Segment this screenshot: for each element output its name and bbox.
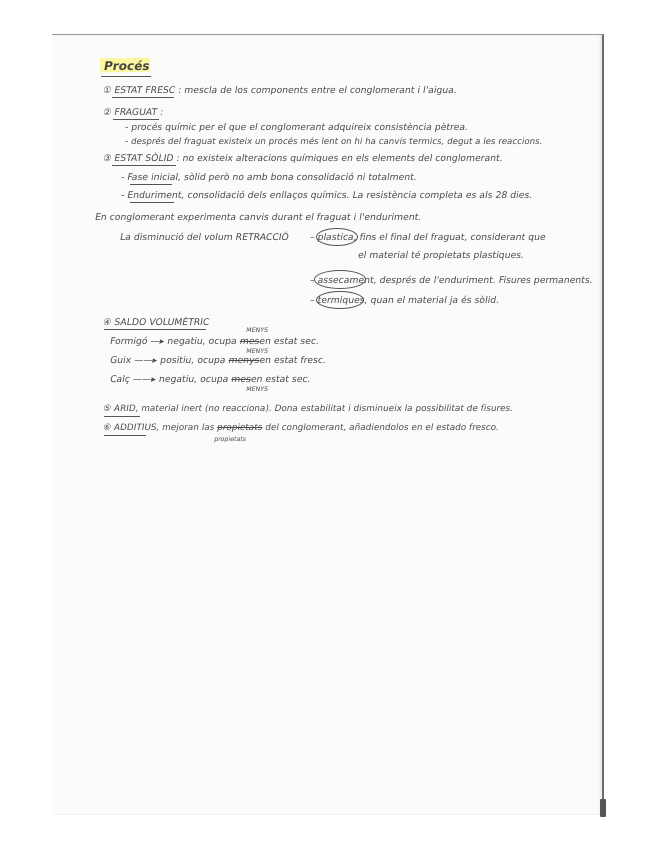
correction-note: MENYS xyxy=(245,386,269,393)
item-term: Enduriment xyxy=(126,190,183,201)
retraccio-type: – assecament, després de l'enduriment. Fisures permanents. xyxy=(309,275,594,286)
additius-line: ⑥ ADDITIUS, mejoran las propietats del conglomerant, añadiendolos en el estado fresco. xyxy=(102,423,500,433)
item-term: Fase inicial xyxy=(126,172,180,183)
retraccio-type: – termiques, quan el material ja és sòlid. xyxy=(309,295,501,306)
estat-solid-underline xyxy=(112,165,176,166)
item-underline xyxy=(130,202,174,203)
struck-word: menys xyxy=(227,355,261,366)
additius-underline xyxy=(104,435,146,436)
type-text: , quan el material ja és sòlid. xyxy=(363,295,501,306)
fraguat-item: - després del fraguat existeix un procés més lent on hi ha canvis termics, degut a les reaccions. xyxy=(124,137,544,147)
saldo-heading xyxy=(102,318,210,327)
section-label: ADDITIUS xyxy=(112,423,158,433)
struck-word: propietats xyxy=(216,423,264,433)
section-text: , material inert (no reacciona). Dona estabilitat i disminueix la possibilitat de fisures. xyxy=(134,404,514,414)
material: Guix xyxy=(109,355,133,366)
saldo-underline xyxy=(104,329,206,330)
section-marker: ⑥ xyxy=(102,423,112,433)
retraccio-term: RETRACCIÓ xyxy=(234,232,290,243)
saldo-row: Formigó —▸ negatiu, ocupa mesen estat sec. xyxy=(109,336,320,347)
material: Calç xyxy=(109,374,131,385)
arid-line xyxy=(102,405,513,414)
result: negatiu xyxy=(166,336,204,347)
page-title: Procés xyxy=(102,59,151,73)
estat-solid-item: - Enduriment, consolidació dels enllaços químics. La resistència completa es als 28 dies. xyxy=(120,190,534,201)
section-marker: ③ xyxy=(102,153,113,164)
section-label: FRAGUAT : xyxy=(113,107,165,118)
saldo-row: Calç ——▸ negatiu, ocupa mesen estat sec. xyxy=(109,374,312,385)
section-text: : mescla de los components entre el conglomerant i l'aigua. xyxy=(177,85,458,96)
correction-note: MENYS xyxy=(245,348,269,355)
circle-mark xyxy=(314,270,366,289)
correction-note: propietats xyxy=(213,436,247,443)
item-text: , sòlid però no amb bona consolidació ni totalment. xyxy=(177,172,418,183)
canvis-intro: En conglomerant experimenta canvis durant el fraguat i l'enduriment. xyxy=(94,212,423,223)
section-label: ESTAT FRESC xyxy=(113,85,177,96)
correction-note: MENYS xyxy=(245,327,269,334)
retraccio-type: – plastica, fins el final del fraguat, considerant que xyxy=(309,232,547,243)
item-underline xyxy=(130,184,172,185)
section-marker: ② xyxy=(102,107,113,118)
result: negatiu xyxy=(158,374,196,385)
result: positiu xyxy=(159,355,193,366)
section-label: ARID xyxy=(112,404,137,414)
circle-mark xyxy=(316,228,358,246)
retraccio-subject: La disminució del volum xyxy=(119,232,234,243)
fraguat-item: - procés químic per el que el conglomerant adquireix consistència pètrea. xyxy=(124,122,470,133)
type-text: , fins el final del fraguat, considerant que xyxy=(352,232,547,243)
item-text: , consolidació dels enllaços químics. La resistència completa es als 28 dies. xyxy=(180,190,534,201)
type-text: , després de l'enduriment. Fisures permanents. xyxy=(372,275,594,286)
material: Formigó xyxy=(109,336,149,347)
estat-fresc-line xyxy=(102,86,457,95)
section-label: SALDO VOLUMÈTRIC xyxy=(113,317,211,328)
struck-word: mes xyxy=(238,336,261,347)
estat-solid-item: - Fase inicial, sòlid però no amb bona consolidació ni totalment. xyxy=(120,172,418,183)
title-underline xyxy=(101,76,151,77)
section-text: : no existeix alteracions químiques en els elements del conglomerant. xyxy=(175,153,504,164)
type-name: plastica xyxy=(316,232,355,243)
type-name: termiques xyxy=(316,295,366,306)
section-marker: ① xyxy=(102,85,113,96)
estat-fresc-underline xyxy=(112,97,174,98)
section-marker: ④ xyxy=(102,317,113,328)
saldo-row: Guix ——▸ positiu, ocupa menysen estat fresc. xyxy=(109,355,327,366)
retraccio-type-cont: el material té propietats plastiques. xyxy=(357,250,525,261)
retraccio-line xyxy=(119,233,289,242)
section-marker: ⑤ xyxy=(102,404,112,414)
arid-underline xyxy=(104,416,140,417)
fraguat-underline xyxy=(113,119,159,120)
circle-mark xyxy=(316,291,364,309)
estat-solid-line xyxy=(102,154,503,163)
struck-word: mes xyxy=(230,374,252,385)
fraguat-heading xyxy=(102,108,164,117)
section-label: ESTAT SÒLID xyxy=(113,153,175,164)
type-name: assecament xyxy=(316,275,375,286)
page-corner-mark xyxy=(600,799,606,817)
